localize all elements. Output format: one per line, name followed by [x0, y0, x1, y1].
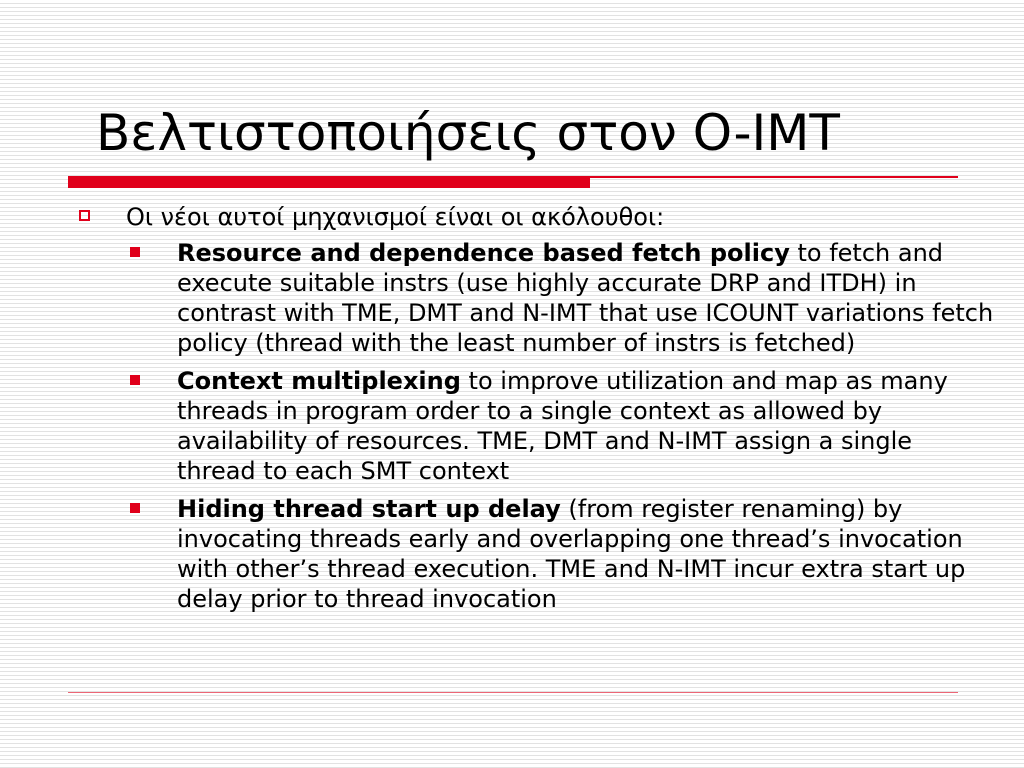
hollow-square-bullet-icon: [79, 210, 90, 221]
intro-bullet: [76, 202, 996, 232]
title-underline-thin: [590, 176, 958, 178]
slide-content: [76, 202, 996, 622]
sub-bullet-context-multiplexing: [177, 366, 997, 486]
slide-title: Βελτιστοποιήσεις στον O-IMT: [96, 104, 840, 162]
filled-square-bullet-icon: [130, 503, 140, 513]
title-underline-thick: [68, 176, 590, 188]
footer-divider: [68, 692, 958, 693]
bullet-text: to fetch and execute suitable instrs (use highly accurate DRP and ITDH) in contrast with TME, DMT and N-IMT that use ICOUNT variations fetch policy (thread with the least number of instrs is fetched): [177, 239, 994, 357]
bullet-term: Context multiplexing: [177, 367, 461, 395]
bullet-term: Hiding thread start up delay: [177, 495, 561, 523]
sub-bullet-fetch-policy: [177, 238, 997, 358]
bullet-term: Resource and dependence based fetch policy: [177, 239, 790, 267]
bullet-text: to improve utilization and map as many threads in program order to a single context as allowed by availability of resources. TME, DMT and N-IMT assign a single thread to each SMT context: [177, 367, 948, 485]
bullet-text: (from register renaming) by invocating threads early and overlapping one thread’s invocation with other’s thread execution. TME and N-IMT incur extra start up delay prior to thread invocation: [177, 495, 966, 613]
filled-square-bullet-icon: [130, 375, 140, 385]
intro-text: Οι νέοι αυτοί μηχανισμοί είναι οι ακόλουθοι:: [126, 203, 665, 231]
sub-bullet-startup-delay: [177, 494, 997, 614]
filled-square-bullet-icon: [130, 247, 140, 257]
